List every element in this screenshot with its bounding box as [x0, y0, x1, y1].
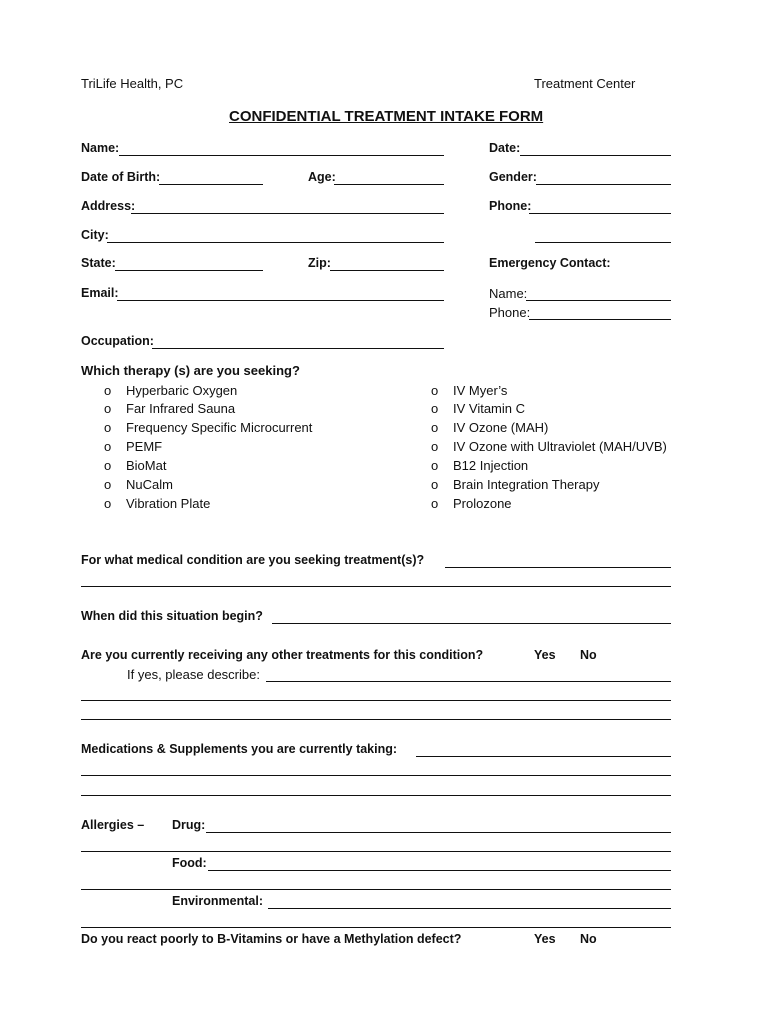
- other-treatments-yes[interactable]: Yes: [534, 648, 556, 662]
- form-title: CONFIDENTIAL TREATMENT INTAKE FORM: [229, 108, 544, 125]
- address-label: Address:: [81, 199, 136, 213]
- began-field[interactable]: [272, 623, 671, 624]
- occupation-label: Occupation:: [81, 334, 154, 348]
- bullet-icon[interactable]: o: [104, 383, 112, 398]
- methylation-no[interactable]: No: [580, 932, 597, 946]
- company-name: TriLife Health, PC: [81, 76, 184, 91]
- bullet-icon[interactable]: o: [104, 401, 112, 416]
- therapy-option: IV Ozone with Ultraviolet (MAH/UVB): [453, 439, 667, 454]
- dob-label: Date of Birth:: [81, 170, 161, 184]
- bullet-icon[interactable]: o: [104, 420, 112, 435]
- if-yes-label: If yes, please describe:: [127, 667, 260, 682]
- if-yes-field[interactable]: [266, 681, 671, 682]
- age-field[interactable]: [334, 184, 444, 185]
- drug-field[interactable]: [206, 832, 671, 833]
- methylation-yes[interactable]: Yes: [534, 932, 556, 946]
- date-label: Date:: [489, 141, 521, 155]
- environmental-field[interactable]: [268, 908, 671, 909]
- medications-field-line-2[interactable]: [81, 775, 671, 776]
- emergency-contact-label: Emergency Contact:: [489, 256, 611, 270]
- bullet-icon[interactable]: o: [104, 477, 112, 492]
- ec-name-label: Name:: [489, 286, 528, 301]
- therapy-option: NuCalm: [126, 477, 173, 492]
- therapy-option: BioMat: [126, 458, 167, 473]
- name-field[interactable]: [119, 155, 444, 156]
- date-field[interactable]: [520, 155, 671, 156]
- condition-field-line-2[interactable]: [81, 586, 671, 587]
- occupation-field[interactable]: [152, 348, 444, 349]
- bullet-icon[interactable]: o: [104, 458, 112, 473]
- therapy-option: PEMF: [126, 439, 163, 454]
- therapy-question: Which therapy (s) are you seeking?: [81, 363, 300, 378]
- drug-field-line-2[interactable]: [81, 851, 671, 852]
- other-treatments-no[interactable]: No: [580, 648, 597, 662]
- drug-label: Drug:: [172, 818, 206, 832]
- began-question: When did this situation begin?: [81, 609, 263, 623]
- bullet-icon[interactable]: o: [431, 420, 439, 435]
- medications-field[interactable]: [416, 756, 671, 757]
- environmental-field-line-2[interactable]: [81, 927, 671, 928]
- therapy-option: Vibration Plate: [126, 496, 211, 511]
- condition-question: For what medical condition are you seeking treatment(s)?: [81, 553, 425, 567]
- bullet-icon[interactable]: o: [431, 458, 439, 473]
- city-label: City:: [81, 228, 109, 242]
- if-yes-field-line-2[interactable]: [81, 700, 671, 701]
- dob-field[interactable]: [159, 184, 263, 185]
- email-label: Email:: [81, 286, 119, 300]
- zip-field[interactable]: [330, 270, 444, 271]
- treatment-center-label: Treatment Center: [534, 76, 636, 91]
- address-field[interactable]: [131, 213, 444, 214]
- gender-field[interactable]: [536, 184, 671, 185]
- ec-name-field[interactable]: [526, 300, 671, 301]
- therapy-option: IV Vitamin C: [453, 401, 526, 416]
- phone-extra-field[interactable]: [535, 242, 671, 243]
- food-field-line-2[interactable]: [81, 889, 671, 890]
- therapy-option: Far Infrared Sauna: [126, 401, 236, 416]
- state-label: State:: [81, 256, 116, 270]
- bullet-icon[interactable]: o: [104, 439, 112, 454]
- therapy-option: Brain Integration Therapy: [453, 477, 600, 492]
- medications-question: Medications & Supplements you are currently taking:: [81, 742, 398, 756]
- bullet-icon[interactable]: o: [431, 439, 439, 454]
- therapy-option: IV Ozone (MAH): [453, 420, 549, 435]
- phone-field[interactable]: [529, 213, 671, 214]
- ec-phone-label: Phone:: [489, 305, 531, 320]
- food-field[interactable]: [208, 870, 671, 871]
- name-label: Name:: [81, 141, 120, 155]
- therapy-option: IV Myer’s: [453, 383, 508, 398]
- bullet-icon[interactable]: o: [431, 496, 439, 511]
- email-field[interactable]: [117, 300, 444, 301]
- therapy-option: Hyperbaric Oxygen: [126, 383, 238, 398]
- food-label: Food:: [172, 856, 207, 870]
- therapy-option: Frequency Specific Microcurrent: [126, 420, 313, 435]
- bullet-icon[interactable]: o: [104, 496, 112, 511]
- state-field[interactable]: [115, 270, 263, 271]
- environmental-label: Environmental:: [172, 894, 263, 908]
- age-label: Age:: [308, 170, 336, 184]
- ec-phone-field[interactable]: [529, 319, 671, 320]
- bullet-icon[interactable]: o: [431, 401, 439, 416]
- if-yes-field-line-3[interactable]: [81, 719, 671, 720]
- therapy-option: Prolozone: [453, 496, 512, 511]
- therapy-option: B12 Injection: [453, 458, 529, 473]
- phone-label: Phone:: [489, 199, 532, 213]
- methylation-question: Do you react poorly to B-Vitamins or have a Methylation defect?: [81, 932, 462, 946]
- other-treatments-question: Are you currently receiving any other treatments for this condition?: [81, 648, 484, 662]
- allergies-label: Allergies –: [81, 818, 145, 832]
- bullet-icon[interactable]: o: [431, 477, 439, 492]
- city-field[interactable]: [107, 242, 444, 243]
- gender-label: Gender:: [489, 170, 537, 184]
- bullet-icon[interactable]: o: [431, 383, 439, 398]
- condition-field[interactable]: [445, 567, 671, 568]
- medications-field-line-3[interactable]: [81, 795, 671, 796]
- zip-label: Zip:: [308, 256, 331, 270]
